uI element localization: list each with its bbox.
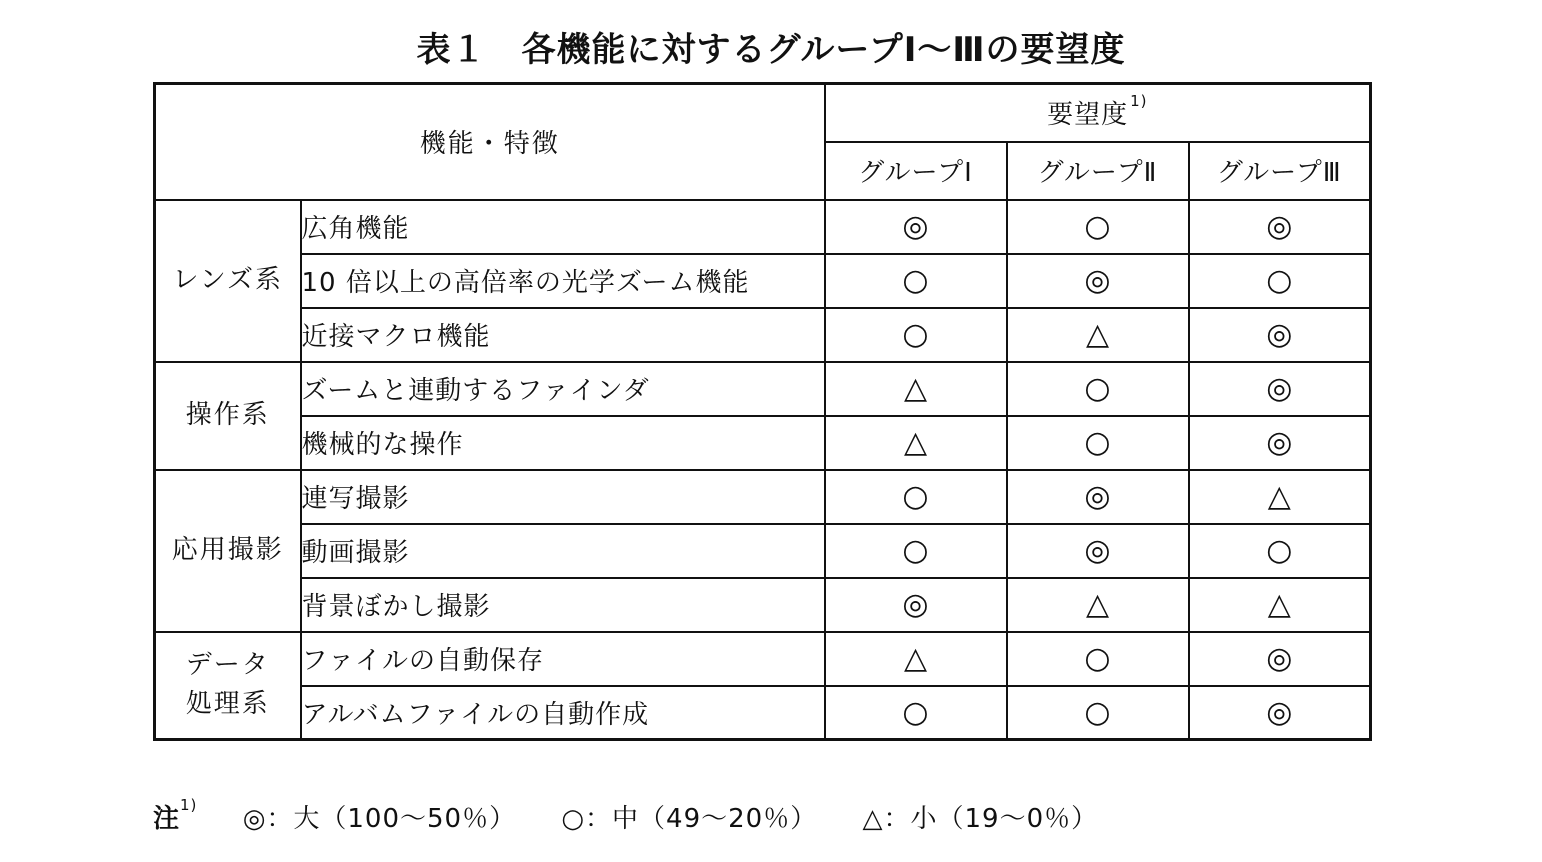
footnote-label: 注 <box>153 804 181 834</box>
group-3-header: グループⅢ <box>1189 142 1371 200</box>
table-row <box>155 470 1371 524</box>
table-row <box>155 416 1371 470</box>
circle-mark: ○ <box>825 686 1007 740</box>
feature-cell: 背景ぼかし撮影 <box>301 578 825 632</box>
group-2-header: グループⅡ <box>1007 142 1189 200</box>
triangle-mark: △ <box>1007 308 1189 362</box>
table-title: 表１ 各機能に対するグループⅠ～Ⅲの要望度 <box>416 30 1126 70</box>
double-circle-mark: ◎ <box>1189 308 1371 362</box>
feature-cell: ズームと連動するファインダ <box>301 362 825 416</box>
legend-triangle: △：小（19～0％） <box>862 804 1099 834</box>
feature-cell: ファイルの自動保存 <box>301 632 825 686</box>
table-body <box>155 200 1371 740</box>
double-circle-mark: ◎ <box>1007 470 1189 524</box>
feature-cell: 近接マクロ機能 <box>301 308 825 362</box>
feature-header-label: 機能・特徴 <box>419 129 560 160</box>
header-row-1 <box>155 84 1371 142</box>
category-cell <box>155 470 301 632</box>
circle-mark: ○ <box>1007 416 1189 470</box>
double-circle-mark: ◎ <box>825 200 1007 254</box>
table-row <box>155 308 1371 362</box>
triangle-mark: △ <box>1189 578 1371 632</box>
double-circle-mark: ◎ <box>1189 632 1371 686</box>
demand-footnote-mark: 1) <box>1130 92 1148 111</box>
triangle-mark: △ <box>825 632 1007 686</box>
double-circle-mark: ◎ <box>1007 254 1189 308</box>
feature-cell: アルバムファイルの自動作成 <box>301 686 825 740</box>
circle-mark: ○ <box>1007 200 1189 254</box>
triangle-mark: △ <box>825 416 1007 470</box>
feature-column-header <box>155 84 825 200</box>
double-circle-mark: ◎ <box>825 578 1007 632</box>
circle-mark: ○ <box>825 308 1007 362</box>
group-1-header: グループⅠ <box>825 142 1007 200</box>
demand-column-header <box>825 84 1371 142</box>
table-row <box>155 200 1371 254</box>
feature-cell: 機械的な操作 <box>301 416 825 470</box>
double-circle-mark: ◎ <box>1007 524 1189 578</box>
circle-mark: ○ <box>825 524 1007 578</box>
circle-mark: ○ <box>1007 686 1189 740</box>
demand-header-label: 要望度 <box>1047 100 1129 131</box>
table-row <box>155 524 1371 578</box>
triangle-mark: △ <box>825 362 1007 416</box>
triangle-mark: △ <box>1189 470 1371 524</box>
footnote-mark: 1) <box>180 796 198 814</box>
demand-table <box>153 82 1372 741</box>
double-circle-mark: ◎ <box>1189 416 1371 470</box>
feature-cell: 10 倍以上の高倍率の光学ズーム機能 <box>301 254 825 308</box>
category-label: レンズ系 <box>172 265 284 295</box>
circle-mark: ○ <box>1189 524 1371 578</box>
circle-mark: ○ <box>1189 254 1371 308</box>
table-row <box>155 362 1371 416</box>
category-cell <box>155 362 301 470</box>
feature-cell: 動画撮影 <box>301 524 825 578</box>
table-row <box>155 632 1371 686</box>
feature-cell: 広角機能 <box>301 200 825 254</box>
double-circle-mark: ◎ <box>1189 200 1371 254</box>
double-circle-mark: ◎ <box>1189 686 1371 740</box>
category-cell <box>155 632 301 740</box>
legend-double-circle: ◎：大（100～50％） <box>242 804 517 834</box>
category-label: データ <box>185 650 270 681</box>
circle-mark: ○ <box>1007 632 1189 686</box>
footnote <box>153 798 1098 835</box>
double-circle-mark: ◎ <box>1189 362 1371 416</box>
table-row <box>155 578 1371 632</box>
category-label: 応用撮影 <box>171 535 284 565</box>
circle-mark: ○ <box>825 254 1007 308</box>
category-cell <box>155 200 301 362</box>
category-label: 処理系 <box>185 689 270 720</box>
feature-cell: 連写撮影 <box>301 470 825 524</box>
circle-mark: ○ <box>1007 362 1189 416</box>
legend-circle: ○：中（49～20％） <box>561 804 818 834</box>
table-row <box>155 686 1371 740</box>
category-label: 操作系 <box>185 400 270 430</box>
table-header <box>155 84 1371 200</box>
triangle-mark: △ <box>1007 578 1189 632</box>
table-row <box>155 254 1371 308</box>
circle-mark: ○ <box>825 470 1007 524</box>
